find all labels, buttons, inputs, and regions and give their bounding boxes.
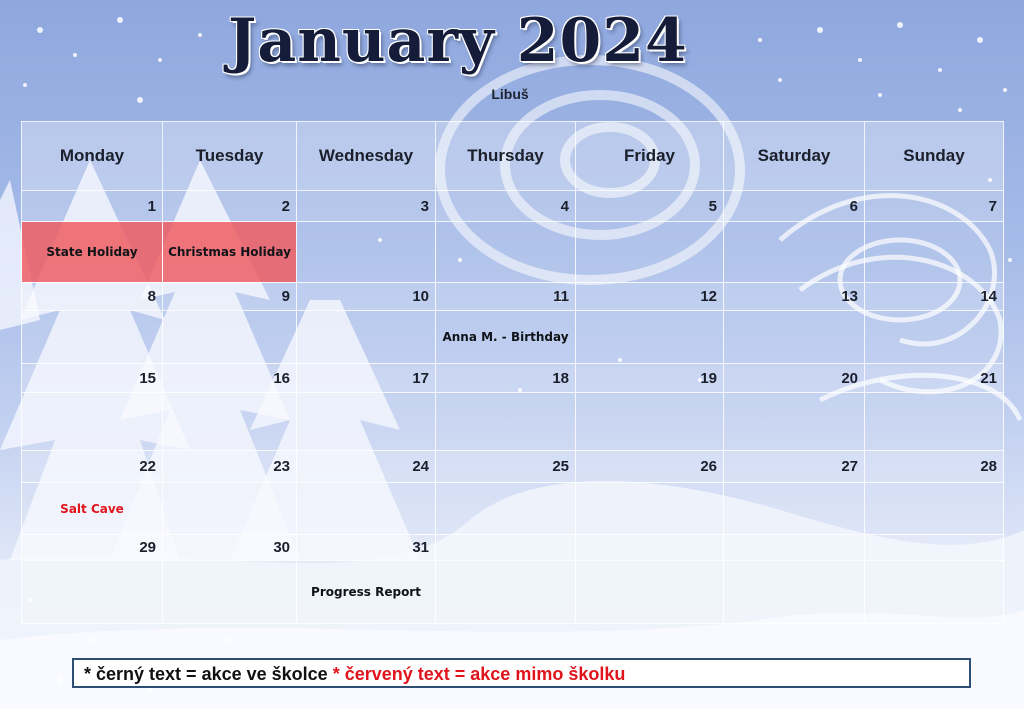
event-cell [576, 393, 724, 451]
event-cell [865, 561, 1004, 624]
page-subtitle: Libuš [491, 86, 529, 102]
day-number: 17 [297, 364, 436, 393]
event-cell [724, 561, 865, 624]
weekday-header: Sunday [865, 122, 1004, 191]
day-number [576, 535, 724, 561]
event-cell [724, 311, 865, 364]
day-number: 11 [436, 283, 576, 311]
event-cell [163, 311, 297, 364]
day-number: 25 [436, 451, 576, 483]
legend-red-text: * červený text = akce mimo školku [332, 664, 626, 684]
day-number: 28 [865, 451, 1004, 483]
event-cell [576, 561, 724, 624]
day-number: 10 [297, 283, 436, 311]
day-number: 13 [724, 283, 865, 311]
day-number: 16 [163, 364, 297, 393]
day-number: 22 [22, 451, 163, 483]
date-row [22, 535, 1004, 561]
day-number: 31 [297, 535, 436, 561]
event-cell [297, 311, 436, 364]
event-cell [436, 483, 576, 535]
event-row [22, 561, 1004, 624]
day-number [436, 535, 576, 561]
day-number: 21 [865, 364, 1004, 393]
weekday-header-row [22, 122, 1004, 191]
event-state-holiday: State Holiday [22, 222, 163, 283]
event-cell [22, 311, 163, 364]
weekday-header: Tuesday [163, 122, 297, 191]
event-cell [22, 561, 163, 624]
day-number: 15 [22, 364, 163, 393]
date-row [22, 451, 1004, 483]
event-cell [865, 393, 1004, 451]
day-number: 14 [865, 283, 1004, 311]
day-number: 7 [865, 191, 1004, 222]
event-cell [865, 483, 1004, 535]
day-number: 5 [576, 191, 724, 222]
event-cell [724, 222, 865, 283]
event-cell [436, 393, 576, 451]
day-number: 27 [724, 451, 865, 483]
weekday-header: Wednesday [297, 122, 436, 191]
legend-black-text: * černý text = akce ve školce [84, 664, 328, 684]
event-cell [865, 311, 1004, 364]
day-number: 8 [22, 283, 163, 311]
day-number: 18 [436, 364, 576, 393]
event-anna-birthday: Anna M. - Birthday [436, 311, 576, 364]
event-cell [163, 393, 297, 451]
event-cell [865, 222, 1004, 283]
day-number: 29 [22, 535, 163, 561]
day-number: 9 [163, 283, 297, 311]
event-cell [163, 561, 297, 624]
day-number: 4 [436, 191, 576, 222]
day-number: 26 [576, 451, 724, 483]
day-number [865, 535, 1004, 561]
event-salt-cave: Salt Cave [22, 483, 163, 535]
event-progress-report: Progress Report [297, 561, 436, 624]
weekday-header: Monday [22, 122, 163, 191]
event-christmas-holiday: Christmas Holiday [163, 222, 297, 283]
day-number: 20 [724, 364, 865, 393]
day-number: 30 [163, 535, 297, 561]
event-cell [436, 222, 576, 283]
weekday-header: Friday [576, 122, 724, 191]
event-cell [22, 393, 163, 451]
event-row [22, 393, 1004, 451]
event-cell [163, 483, 297, 535]
legend-box [72, 658, 971, 688]
day-number [724, 535, 865, 561]
day-number: 1 [22, 191, 163, 222]
day-number: 23 [163, 451, 297, 483]
day-number: 24 [297, 451, 436, 483]
day-number: 6 [724, 191, 865, 222]
event-cell [436, 561, 576, 624]
weekday-header: Saturday [724, 122, 865, 191]
event-row [22, 222, 1004, 283]
day-number: 3 [297, 191, 436, 222]
event-cell [297, 393, 436, 451]
day-number: 12 [576, 283, 724, 311]
page-title: January 2024 [228, 6, 688, 76]
weekday-header: Thursday [436, 122, 576, 191]
event-cell [724, 483, 865, 535]
date-row [22, 364, 1004, 393]
calendar-grid [21, 121, 1004, 624]
event-cell [297, 222, 436, 283]
date-row [22, 283, 1004, 311]
event-row [22, 311, 1004, 364]
date-row [22, 191, 1004, 222]
event-cell [297, 483, 436, 535]
day-number: 19 [576, 364, 724, 393]
event-cell [576, 222, 724, 283]
day-number: 2 [163, 191, 297, 222]
event-row [22, 483, 1004, 535]
event-cell [724, 393, 865, 451]
event-cell [576, 311, 724, 364]
event-cell [576, 483, 724, 535]
